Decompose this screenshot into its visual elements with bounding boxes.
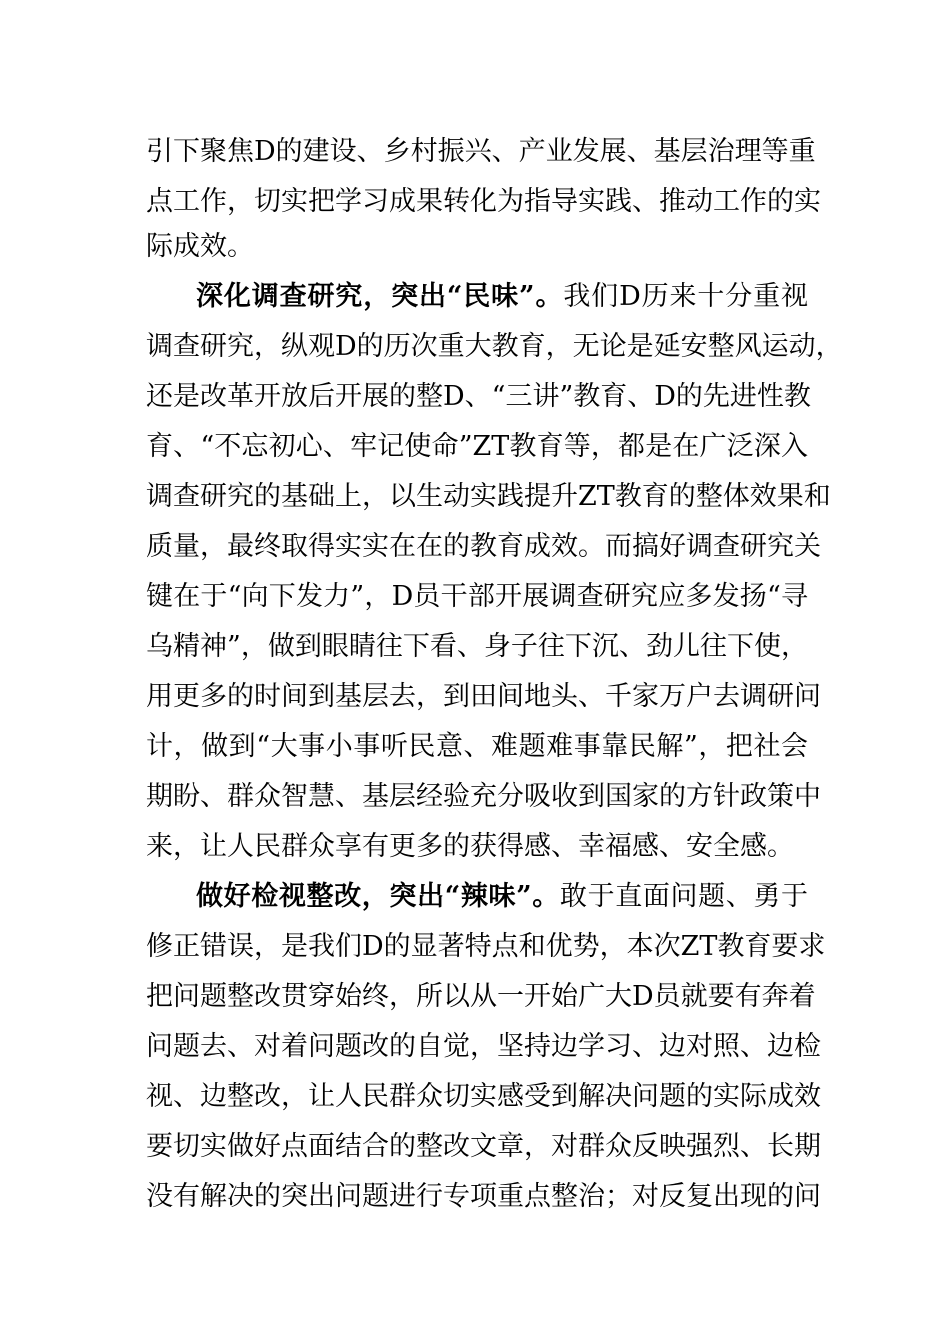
p3-heading: 做好检视整改，突出“辣味”。 — [196, 881, 560, 912]
p2-line-9: 计，做到“大事小事听民意、难题难事靠民解”，把社会 — [146, 731, 808, 762]
p2-line-11: 来，让人民群众享有更多的获得感、幸福感、安全感。 — [146, 831, 794, 862]
p2-line-8: 用更多的时间到基层去，到田间地头、千家万户去调研问 — [146, 681, 821, 712]
p2-heading: 深化调查研究，突出“民味”。 — [196, 281, 564, 312]
p3-line-3: 问题去、对着问题改的自觉，坚持边学习、边对照、边检 — [146, 1031, 821, 1062]
p1-line-2: 点工作，切实把学习成果转化为指导实践、推动工作的实 — [146, 186, 821, 217]
p2-line-2: 还是改革开放后开展的整D、“三讲”教育、D的先进性教 — [146, 381, 811, 412]
p1-line-3: 际成效。 — [146, 231, 254, 262]
p2-line-4: 调查研究的基础上，以生动实践提升ZT教育的整体效果和 — [146, 481, 831, 512]
p2-line-3: 育、“不忘初心、牢记使命”ZT教育等，都是在广泛深入 — [146, 431, 808, 462]
p2-line-10: 期盼、群众智慧、基层经验充分吸收到国家的方针政策中 — [146, 781, 821, 812]
p2-line-1: 调查研究，纵观D的历次重大教育，无论是延安整风运动， — [146, 331, 843, 362]
p3-line-5: 要切实做好点面结合的整改文章，对群众反映强烈、长期 — [146, 1131, 821, 1162]
p3-line-6: 没有解决的突出问题进行专项重点整治；对反复出现的问 — [146, 1181, 821, 1212]
p2-first-line — [196, 272, 808, 322]
p3-line-1: 修正错误，是我们D的显著特点和优势，本次ZT教育要求 — [146, 931, 826, 962]
p2-line-7: 乌精神”，做到眼睛往下看、身子往下沉、劲儿往下使， — [146, 631, 808, 662]
p3-line-4: 视、边整改，让人民群众切实感受到解决问题的实际成效 — [146, 1081, 821, 1112]
p2-line-6: 键在于“向下发力”，D员干部开展调查研究应多发扬“寻 — [146, 581, 808, 612]
p3-first-line — [196, 872, 808, 922]
p1-line-1: 引下聚焦D的建设、乡村振兴、产业发展、基层治理等重 — [146, 136, 816, 167]
p3-first-rest: 敢于直面问题、勇于 — [559, 881, 809, 912]
p2-first-rest: 我们D历来十分重视 — [563, 281, 809, 312]
p3-line-2: 把问题整改贯穿始终，所以从一开始广大D员就要有奔着 — [146, 981, 816, 1012]
p2-line-5: 质量，最终取得实实在在的教育成效。而搞好调查研究关 — [146, 531, 821, 562]
